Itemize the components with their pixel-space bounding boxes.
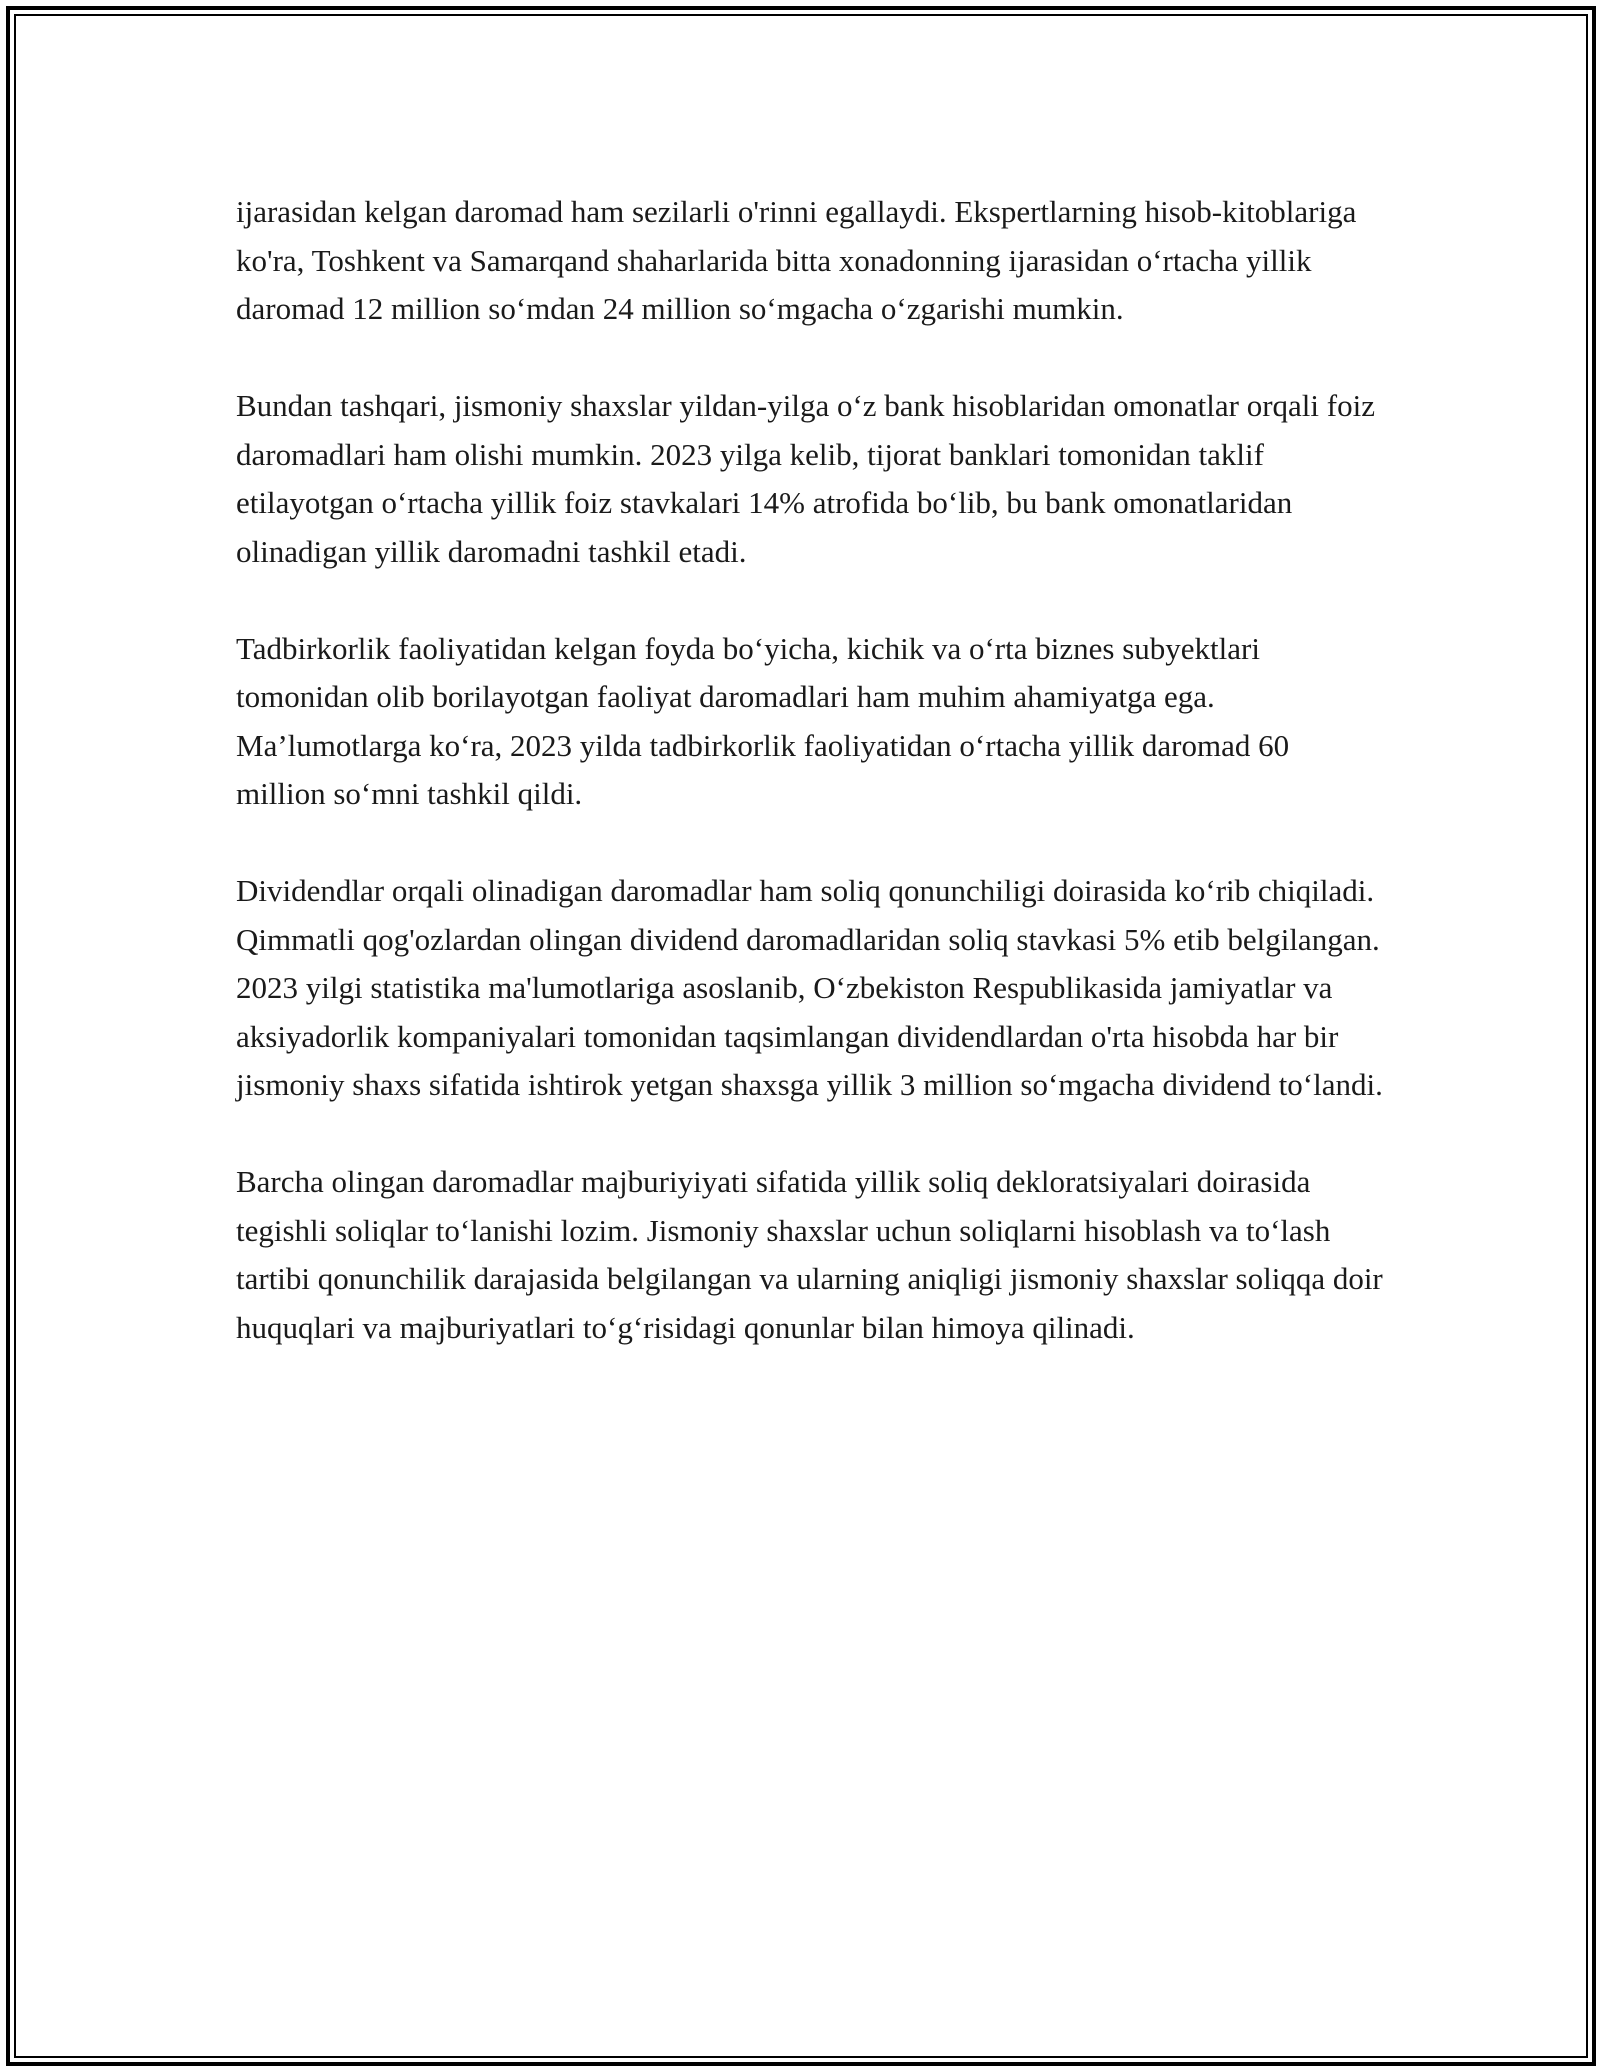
paragraph-deposit-interest: Bundan tashqari, jismoniy shaxslar yildan-yilga o‘z bank hisoblaridan omonatlar orqali foiz daromadlari ham olishi mumkin. 2023 yilga kelib, tijorat banklari tomonidan taklif etilayotgan o‘rtacha yillik foiz stavkalari 14% atrofida bo‘lib, bu bank omonatlaridan olinadigan yillik daromadni tashkil etadi. bbox=[236, 388, 1375, 569]
paragraph-tax-obligations: Barcha olingan daromadlar majburiyiyati sifatida yillik soliq dekloratsiyalari doirasida tegishli soliqlar to‘lanishi lozim. Jismoniy shaxslar uchun soliqlarni hisoblash va to‘lash tartibi qonunchilik darajasida belgilangan va ularning aniqligi jismoniy shaxslar soliqqa doir huquqlari va majburiyatlari to‘g‘risidagi qonunlar bilan himoya qilinadi. bbox=[236, 1164, 1383, 1345]
document-body bbox=[236, 188, 1386, 1352]
paragraph-dividends: Dividendlar orqali olinadigan daromadlar ham soliq qonunchiligi doirasida ko‘rib chiqiladi. Qimmatli qog'ozlardan olingan dividend daromadlaridan soliq stavkasi 5% etib belgilangan. 2023 yilgi statistika ma'lumotlariga asoslanib, O‘zbekiston Respublikasida jamiyatlar va aksiyadorlik kompaniyalari tomonidan taqsimlangan dividendlardan o'rta hisobda har bir jismoniy shaxs sifatida ishtirok yetgan shaxsga yillik 3 million so‘mgacha dividend to‘landi. bbox=[236, 873, 1383, 1102]
paragraph-rental-income: ijarasidan kelgan daromad ham sezilarli o'rinni egallaydi. Ekspertlarning hisob-kitoblariga ko'ra, Toshkent va Samarqand shaharlarida bitta xonadonning ijarasidan o‘rtacha yillik daromad 12 million so‘mdan 24 million so‘mgacha o‘zgarishi mumkin. bbox=[236, 194, 1357, 326]
paragraph-business-profit: Tadbirkorlik faoliyatidan kelgan foyda bo‘yicha, kichik va o‘rta biznes subyektlari tomonidan olib borilayotgan faoliyat daromadlari ham muhim ahamiyatga ega. Ma’lumotlarga ko‘ra, 2023 yilda tadbirkorlik faoliyatidan o‘rtacha yillik daromad 60 million so‘mni tashkil qildi. bbox=[236, 630, 1290, 811]
